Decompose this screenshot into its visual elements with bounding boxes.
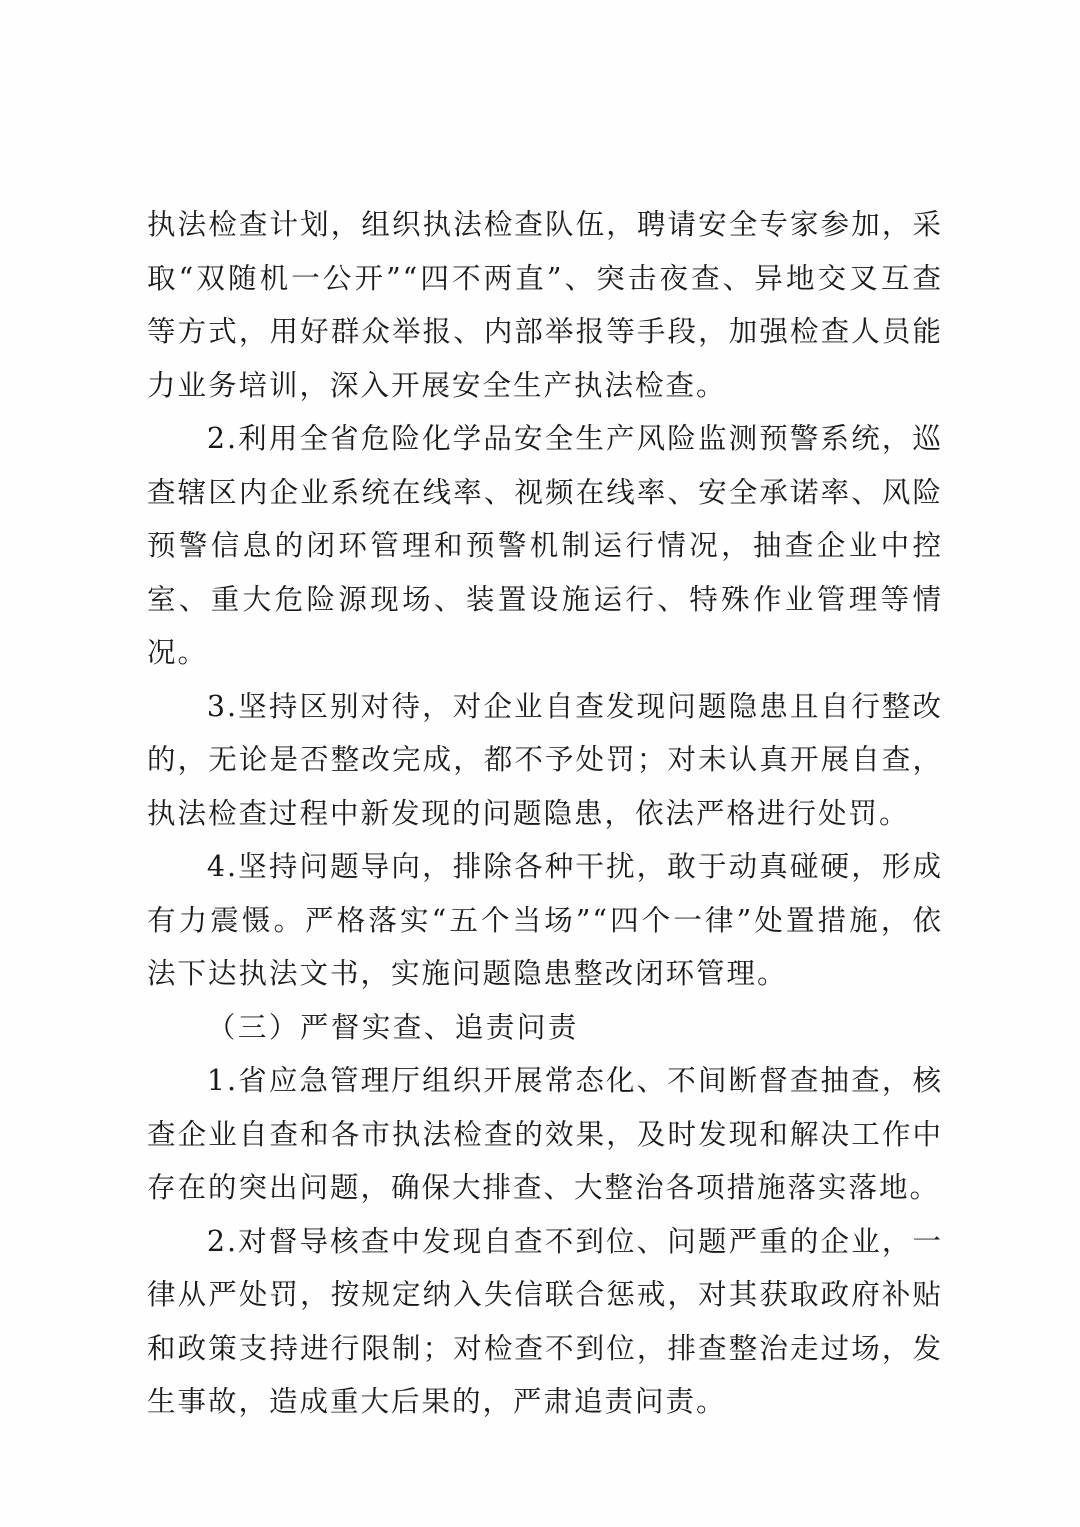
paragraph-item-2: 2.利用全省危险化学品安全生产风险监测预警系统，巡查辖区内企业系统在线率、视频在线率、安全承诺率、风险预警信息的闭环管理和预警机制运行情况，抽查企业中控室、重大危险源现场、装置设施运行、特殊作业管理等情况。 <box>147 422 943 669</box>
section-heading: （三）严督实查、追责问责 <box>206 1010 579 1044</box>
document-body <box>147 198 943 1429</box>
paragraph-item-3: 3.坚持区别对待，对企业自查发现问题隐患且自行整改的，无论是否整改完成，都不予处罚；对未认真开展自查，执法检查过程中新发现的问题隐患，依法严格进行处罚。 <box>147 689 943 830</box>
paragraph-item-2b: 2.对督导核查中发现自查不到位、问题严重的企业，一律从严处罚，按规定纳入失信联合惩戒，对其获取政府补贴和政策支持进行限制；对检查不到位，排查整治走过场，发生事故，造成重大后果的，严肃追责问责。 <box>147 1224 943 1418</box>
paragraph-continuation: 执法检查计划，组织执法检查队伍，聘请安全专家参加，采取“双随机一公开”“四不两直”、突击夜查、异地交叉互查等方式，用好群众举报、内部举报等手段，加强检查人员能力业务培训，深入开展安全生产执法检查。 <box>147 208 943 402</box>
paragraph-item-4: 4.坚持问题导向，排除各种干扰，敢于动真碰硬，形成有力震慑。严格落实“五个当场”“四个一律”处置措施，依法下达执法文书，实施问题隐患整改闭环管理。 <box>147 850 943 990</box>
paragraph-item-1: 1.省应急管理厅组织开展常态化、不间断督查抽查，核查企业自查和各市执法检查的效果，及时发现和解决工作中存在的突出问题，确保大排查、大整治各项措施落实落地。 <box>147 1064 943 1204</box>
